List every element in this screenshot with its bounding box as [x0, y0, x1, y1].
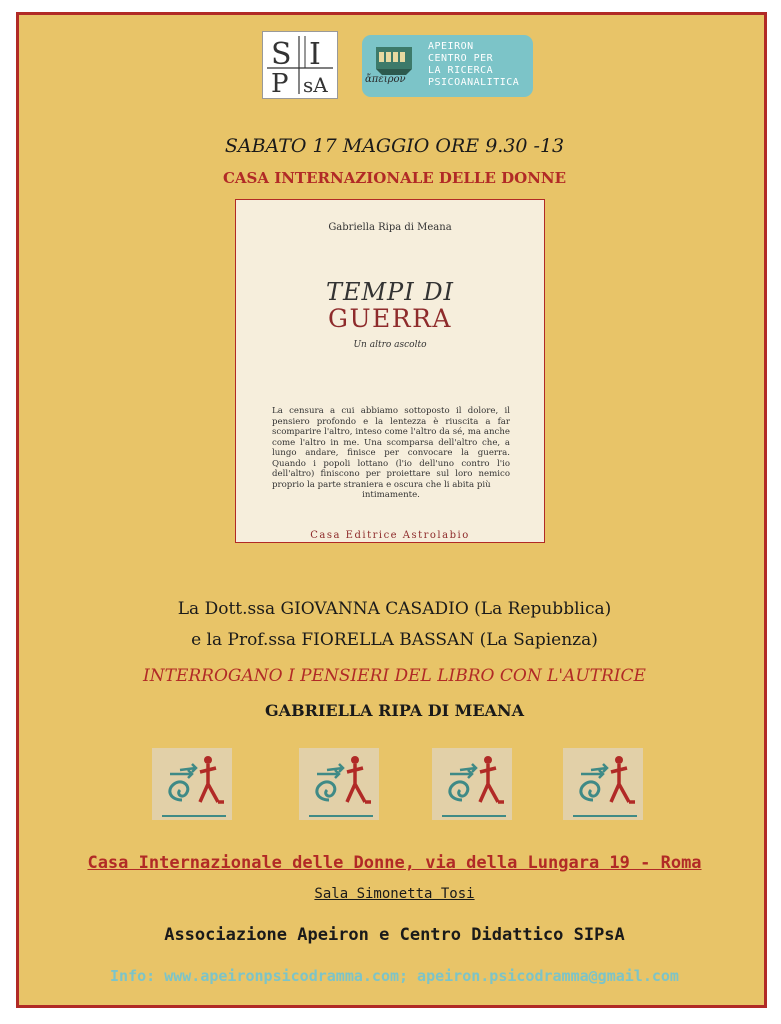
spiral-figure-icon	[432, 748, 512, 820]
spiral-figure-icon	[152, 748, 232, 820]
sipsa-letters-sa: sA	[303, 73, 328, 97]
apeiron-greek: ἄπειρον	[365, 74, 406, 85]
venue-room: Sala Simonetta Tosi	[314, 886, 475, 902]
guest-1: La Dott.ssa GIOVANNA CASADIO (La Repubblica)	[177, 599, 612, 619]
sipsa-logo	[262, 31, 338, 99]
author-name: GABRIELLA RIPA DI MEANA	[265, 701, 524, 720]
guest-2: e la Prof.ssa FIORELLA BASSAN (La Sapienza)	[191, 630, 598, 650]
book-title-line1: TEMPI DI	[325, 278, 455, 306]
book-publisher: Casa Editrice Astrolabio	[310, 530, 470, 541]
book-blurb-text: La censura a cui abbiamo sottoposto il dolore, il pensiero profondo e la lentezza è riuscita a far scomparire l'altro, inteso come l'altro da sé, ma anche come l'altro in me. Una scomparsa dell'altro che, a lungo andare, finisce per convocare la guerra. Quando i popoli lottano (l'io dell'uno contro l'io dell'altro) finiscono per proiettare sul loro nemico proprio la parte straniera e oscura che li abita più	[272, 406, 510, 490]
apeiron-line: APEIRON	[428, 41, 474, 52]
book-author: Gabriella Ripa di Meana	[328, 222, 452, 233]
poster	[16, 12, 767, 1008]
apeiron-logo	[362, 35, 533, 97]
sipsa-letter-p: P	[271, 69, 289, 98]
apeiron-line: PSICOANALITICA	[428, 77, 520, 88]
spiral-figure-icon	[563, 748, 643, 820]
venue-title: CASA INTERNAZIONALE DELLE DONNE	[222, 169, 567, 187]
book-subtitle: Un altro ascolto	[353, 340, 427, 350]
sipsa-letter-s: S	[271, 37, 292, 72]
organizers: Associazione Apeiron e Centro Didattico SIPsA	[164, 925, 625, 945]
book-cover	[235, 199, 545, 543]
apeiron-text	[428, 41, 519, 89]
book-blurb-last: intimamente.	[362, 490, 420, 500]
sipsa-letter-i: I	[309, 37, 321, 72]
spiral-figure-icon	[299, 748, 379, 820]
apeiron-line: LA RICERCA	[428, 65, 494, 76]
book-title-line2: GUERRA	[328, 304, 452, 333]
sipsa-logo-icon	[263, 32, 337, 98]
apeiron-line: CENTRO PER	[428, 53, 494, 64]
book-blurb	[272, 406, 510, 501]
contact-info: Info: www.apeironpsicodramma.com; apeiron.psicodramma@gmail.com	[110, 967, 679, 985]
event-date: SABATO 17 MAGGIO ORE 9.30 -13	[224, 135, 565, 157]
venue-address: Casa Internazionale delle Donne, via della Lungara 19 - Roma	[87, 853, 702, 873]
event-subject: INTERROGANO I PENSIERI DEL LIBRO CON L'AUTRICE	[143, 666, 646, 686]
